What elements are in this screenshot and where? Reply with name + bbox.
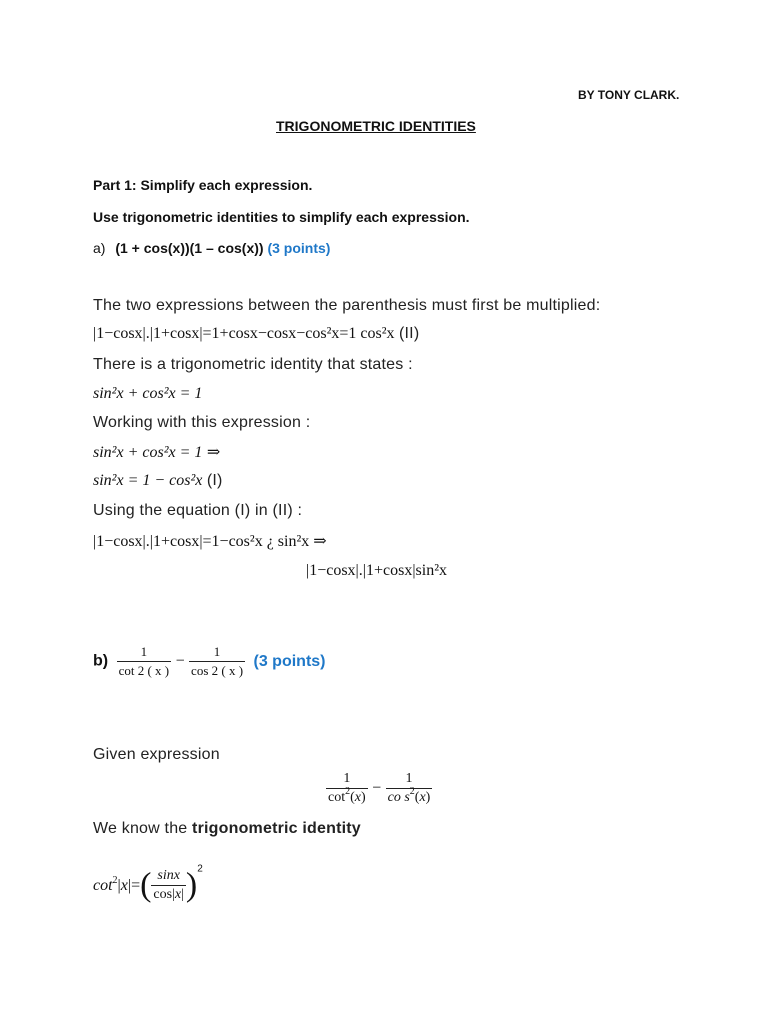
- fraction-numerator: 1: [386, 771, 433, 789]
- right-paren: ): [185, 866, 198, 904]
- fraction-numerator: 1: [189, 644, 245, 662]
- question-b-fraction-1: [117, 644, 172, 679]
- equation-1: [93, 325, 419, 343]
- know-bold: trigonometric identity: [192, 820, 361, 837]
- given-fraction-2: [386, 771, 433, 806]
- given-fraction-1: [326, 771, 368, 806]
- fraction-denominator: cot 2 ( x ): [118, 663, 170, 678]
- fraction-numerator: sinx: [151, 868, 186, 886]
- identity-intro: There is a trigonometric identity that states :: [93, 356, 413, 373]
- implies-arrow: ⇒: [206, 444, 221, 461]
- exponent: 2: [197, 863, 203, 875]
- equation-1-tag: (II): [399, 325, 420, 342]
- question-b-points: (3 points): [253, 652, 326, 670]
- cot-identity-fraction: [151, 868, 186, 903]
- question-a-points: (3 points): [267, 240, 331, 256]
- question-b-label: b): [93, 652, 109, 670]
- document-title: TRIGONOMETRIC IDENTITIES: [276, 118, 476, 134]
- fraction-denominator: cos 2 ( x ): [191, 663, 244, 678]
- question-a-expression: (1 + cos(x))(1 – cos(x)): [115, 240, 264, 256]
- part1-instruction: Use trigonometric identities to simplify each expression.: [93, 209, 470, 225]
- identity-equation: sin²x + cos²x = 1: [93, 385, 203, 402]
- cot-identity-lhs: $\cot^2|x|=$: [93, 874, 141, 894]
- left-paren: (: [140, 866, 152, 904]
- part1-heading: Part 1: Simplify each expression.: [93, 177, 313, 193]
- question-a-label: a): [93, 240, 106, 256]
- cot-identity: [93, 863, 203, 904]
- working-text: Working with this expression :: [93, 414, 311, 431]
- fraction-denominator: co $s^2(x)$: [387, 786, 431, 805]
- solution-a-intro: The two expressions between the parenthesis must first be multiplied:: [93, 297, 601, 314]
- equation-1-math: |1−cosx|.|1+cosx|=1+cosx−cosx−cos²x=1 cos²x: [93, 325, 395, 342]
- fraction-numerator: 1: [117, 644, 172, 662]
- fraction-denominator: $\cot^2(x)$: [328, 786, 366, 805]
- equation-5: |1−cosx|.|1+cosx|sin²x: [306, 562, 447, 579]
- minus-sign: −: [372, 779, 382, 797]
- given-expression: [326, 771, 432, 806]
- author-line: BY TONY CLARK.: [578, 88, 680, 102]
- question-b-fraction-2: [189, 644, 245, 679]
- equation-3-tag: (I): [206, 472, 223, 489]
- question-b: [93, 644, 326, 679]
- equation-3: [93, 472, 223, 490]
- equation-4: |1−cosx|.|1+cosx|=1−cos²x ¿ sin²x ⇒: [93, 533, 327, 550]
- know-prefix: We know the: [93, 820, 193, 837]
- question-a: [93, 240, 330, 256]
- minus-sign: −: [175, 652, 185, 670]
- given-text: Given expression: [93, 746, 220, 763]
- fraction-numerator: 1: [326, 771, 368, 789]
- equation-2-math: sin²x + cos²x = 1: [93, 444, 203, 461]
- fraction-denominator: cos|x|: [153, 887, 184, 902]
- equation-3-math: sin²x = 1 − cos²x: [93, 472, 203, 489]
- using-text: Using the equation (I) in (II) :: [93, 502, 303, 519]
- know-text: [93, 820, 361, 838]
- equation-2: [93, 442, 220, 462]
